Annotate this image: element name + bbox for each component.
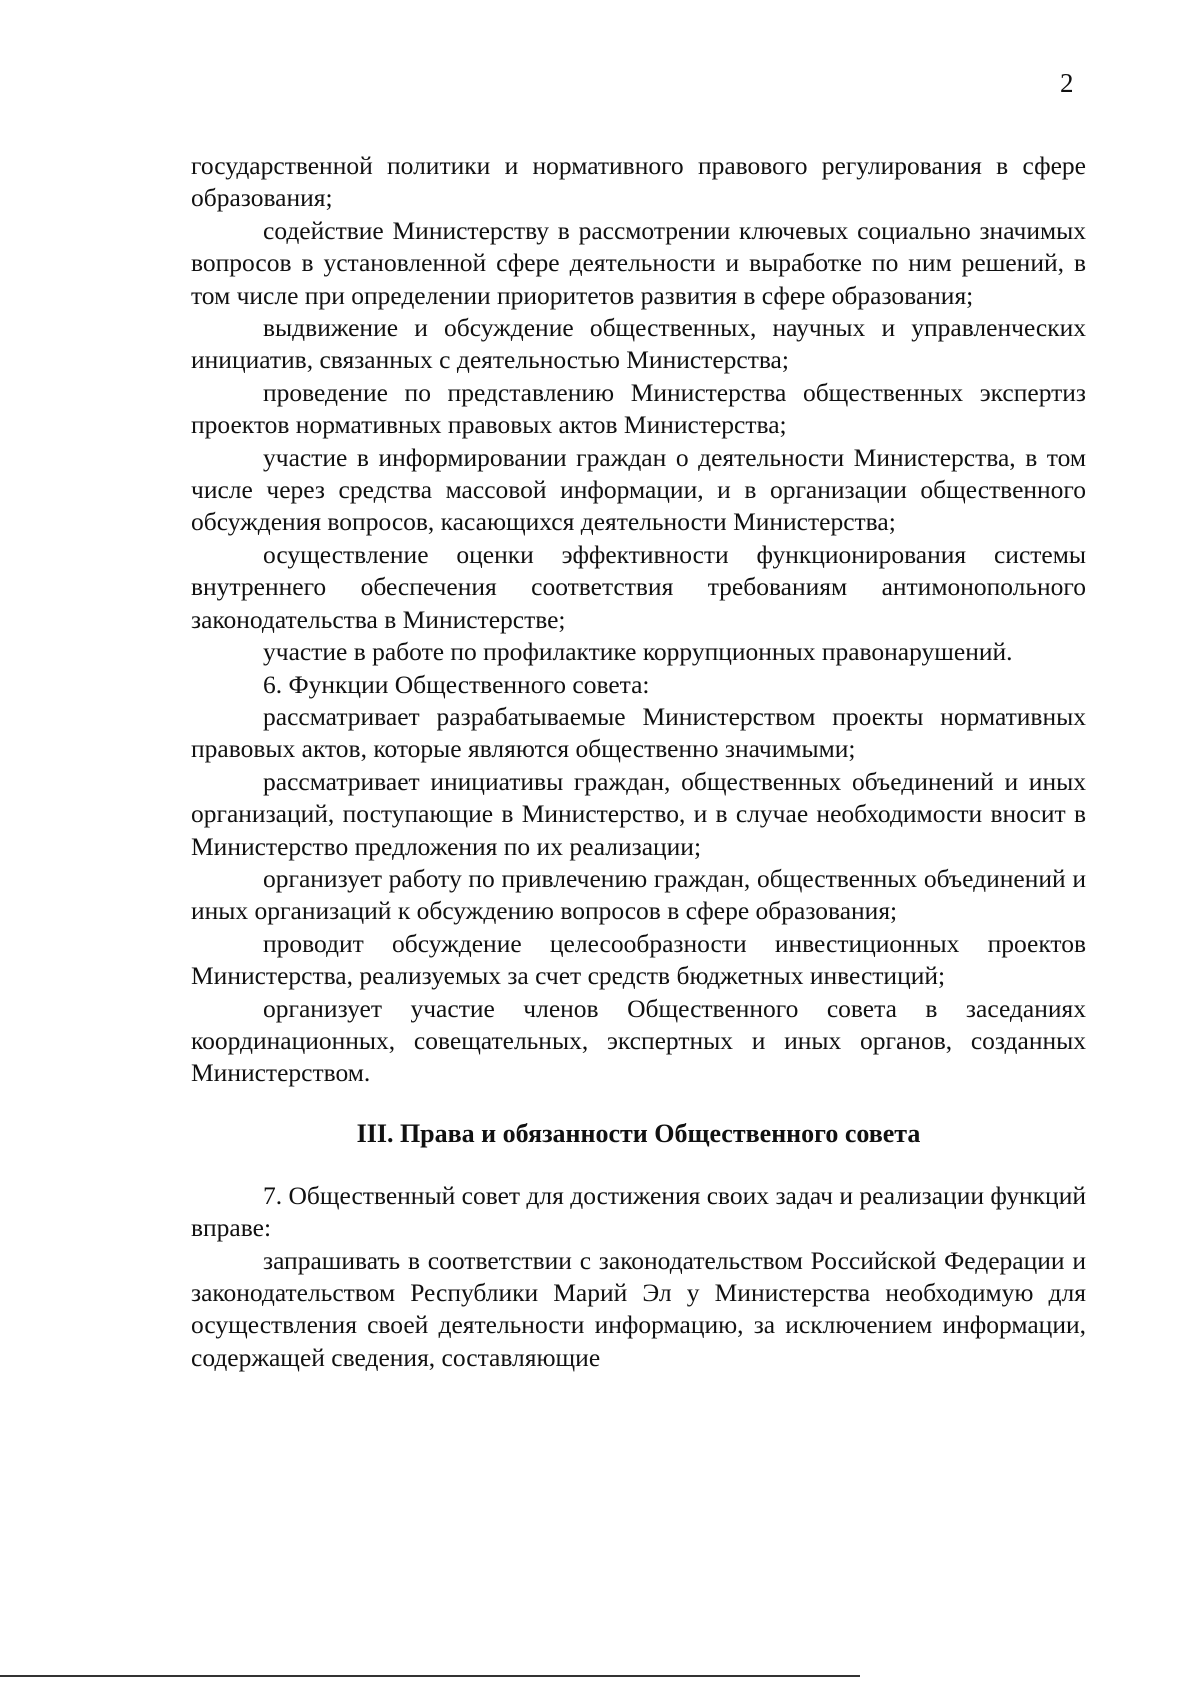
paragraph: выдвижение и обсуждение общественных, научных и управленческих инициатив, связанных с деятельностью Министерства; (191, 313, 1086, 375)
section-heading: III. Права и обязанности Общественного совета (356, 1118, 921, 1148)
paragraph: участие в работе по профилактике коррупционных правонарушений. (263, 637, 1013, 667)
bottom-rule (0, 1675, 860, 1677)
paragraph: осуществление оценки эффективности функционирования системы внутреннего обеспечения соответствия требованиям антимонопольного законодательства в Министерстве; (191, 539, 1086, 634)
paragraph: рассматривает инициативы граждан, общественных объединений и иных организаций, поступающие в Министерство, и в случае необходимости вносит в Министерство предложения по их реализации; (191, 766, 1086, 861)
paragraph: запрашивать в соответствии с законодательством Российской Федерации и законодательством Республики Марий Эл у Министерства необходимую для осуществления своей деятельности информацию, за исключением информации, содержащей сведения, составляющие (191, 1245, 1086, 1372)
paragraph: 7. Общественный совет для достижения своих задач и реализации функций вправе: (191, 1180, 1086, 1243)
paragraph: содействие Министерству в рассмотрении ключевых социально значимых вопросов в установленной сфере деятельности и выработке по ним решений, в том числе при определении приоритетов развития в сфере образования; (191, 215, 1086, 310)
page-number: 2 (1060, 68, 1074, 98)
paragraph: проведение по представлению Министерства общественных экспертиз проектов нормативных правовых актов Министерства; (191, 377, 1086, 440)
paragraph: организует работу по привлечению граждан, общественных объединений и иных организаций к обсуждению вопросов в сфере образования; (191, 863, 1086, 926)
paragraph: рассматривает разрабатываемые Министерством проекты нормативных правовых актов, которые являются общественно значимыми; (191, 701, 1086, 764)
document-body (191, 150, 1086, 1374)
paragraph: проводит обсуждение целесообразности инвестиционных проектов Министерства, реализуемых за счет средств бюджетных инвестиций; (191, 928, 1086, 991)
paragraph: организует участие членов Общественного совета в заседаниях координационных, совещательных, экспертных и иных органов, созданных Министерством. (191, 993, 1086, 1088)
paragraph: государственной политики и нормативного правового регулирования в сфере образования; (191, 151, 1086, 213)
paragraph: 6. Функции Общественного совета: (263, 669, 650, 699)
paragraph: участие в информировании граждан о деятельности Министерства, в том числе через средства массовой информации, и в организации общественного обсуждения вопросов, касающихся деятельности Министерства; (191, 442, 1086, 537)
